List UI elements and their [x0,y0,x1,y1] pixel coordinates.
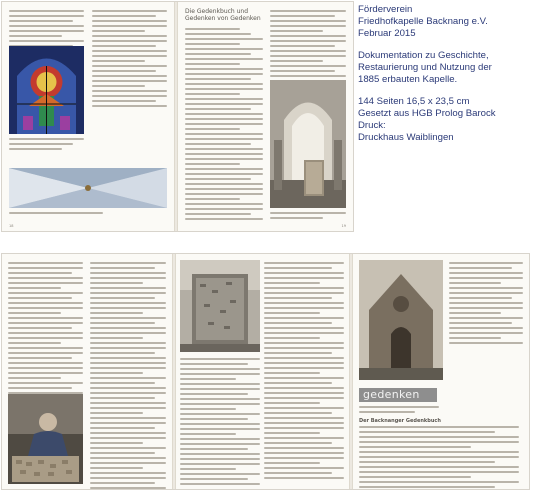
stone-monument-photo [180,260,260,352]
text-column [9,10,84,50]
text-column [270,10,346,80]
text-column [90,262,166,392]
text-column [92,10,167,110]
page-number: 18 [9,224,14,228]
page-bottom-middle [176,254,349,489]
ceiling-vault-image [9,168,167,208]
publisher-text: Förderverein Friedhofkapelle Backnang e.V. Februar 2015 [358,4,488,39]
image-caption [9,138,84,153]
spread-top [2,2,353,231]
gedenken-sign: gedenken [359,388,437,402]
image-caption [9,212,119,217]
stained-glass-window-image [9,46,84,134]
page-bottom-left [2,254,172,489]
text-column [264,262,344,482]
image-caption [270,212,346,222]
text-column [359,426,519,489]
image-caption [359,406,439,416]
section-heading: Der Backnanger Gedenkbuch [359,418,441,424]
chapter-heading: Die Gedenkbuch und Gedenken von Gedenken [185,8,261,22]
page-top-left [2,2,174,231]
text-column [180,358,260,488]
text-column [185,28,263,223]
description-text: Dokumentation zu Geschichte, Restaurierung und Nutzung der 1885 erbauten Kapelle. [358,50,492,85]
page-top-right [178,2,353,231]
text-column [449,262,523,347]
workshop-photo [8,394,83,484]
spread-bottom [2,254,529,489]
publication-info [358,4,538,154]
page-number: 19 [341,224,346,228]
chapel-interior-photo [270,80,346,208]
page-bottom-right [353,254,529,489]
text-column [90,392,166,489]
specs-text: 144 Seiten 16,5 x 23,5 cm Gesetzt aus HGB Prolog Barock Druck: Druckhaus Waiblingen [358,96,496,143]
chapel-exterior-photo [359,260,443,380]
